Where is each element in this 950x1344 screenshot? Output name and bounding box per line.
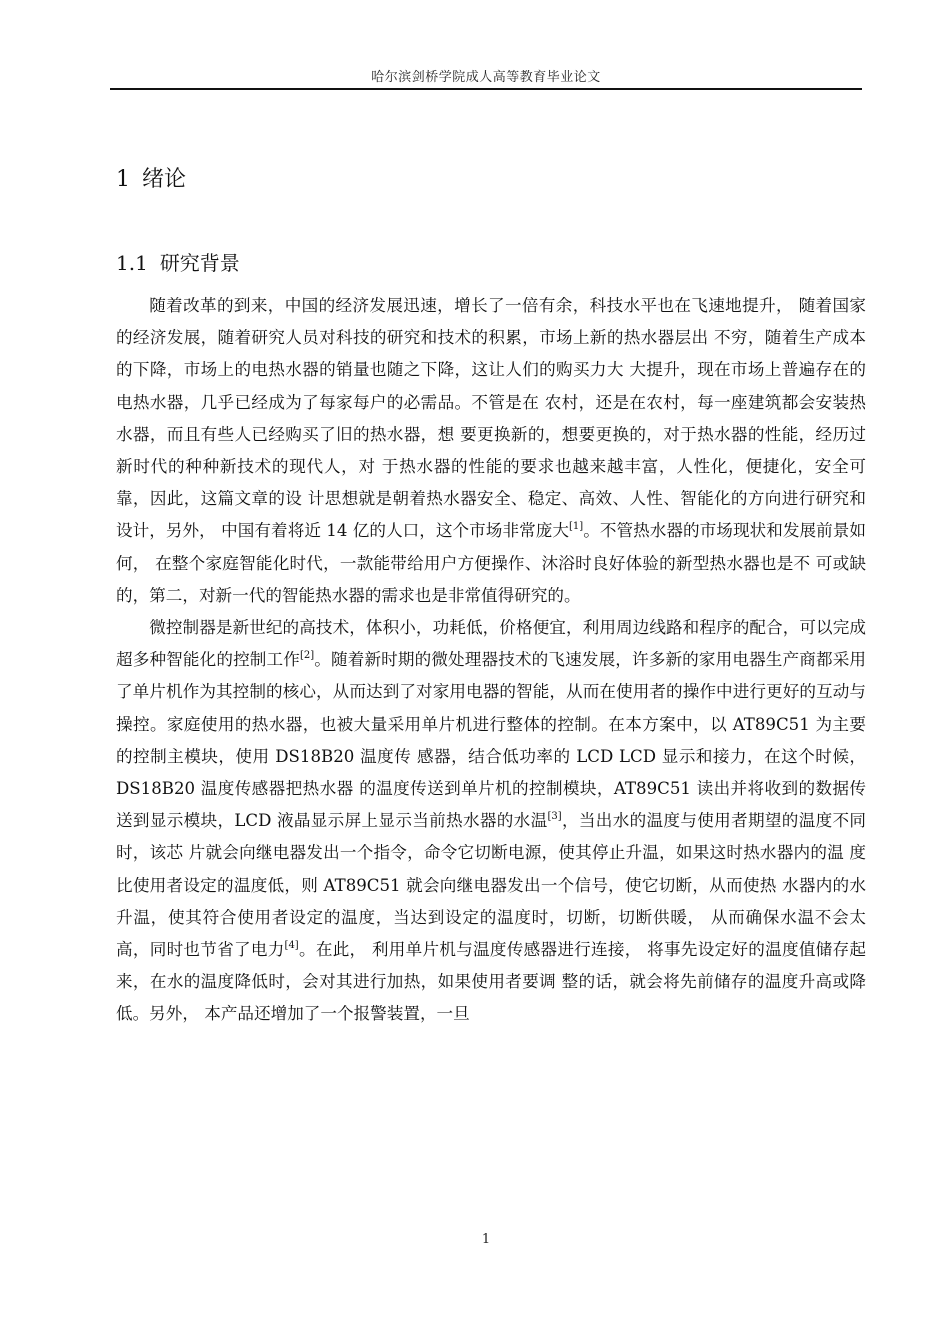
section-title: 研究背景 <box>159 251 240 275</box>
section-number: 1.1 <box>116 251 148 275</box>
chapter-number: 1 <box>116 167 130 192</box>
paragraph <box>116 290 866 612</box>
page-number: 1 <box>481 1232 491 1247</box>
paragraph <box>116 612 866 1031</box>
citation: [2] <box>299 650 315 662</box>
paragraph-text: 随着改革的到来，中国的经济发展迅速，增长了一倍有余，科技水平也在飞速地提升， 随着国家的经济发展，随着研究人员对科技的研究和技术的积累，市场上新的热水器层出 不穷，随着生产成本的下降，市场上的电热水器的销量也随之下降，这让人们的购买力大 大提升，现在市场上普遍存在的电热水器，几乎已经成为了每家每户的必需品。不管是在 农村，还是在农村，每一座建筑都会安装热水器，而且有些人已经购买了旧的热水器，想 要更换新的，想要更换的，对于热水器的性能，经历过新时代的种种新技术的现代人，对 于热水器的性能的要求也越来越丰富，人性化，便捷化，安全可靠，因此，这篇文章的设 计思想就是朝着热水器安全、稳定、高效、人性、智能化的方向进行研究和设计，另外， 中国有着将近 14 亿的人口，这个市场非常庞大 <box>116 296 866 541</box>
paragraph-text: ，当出水的温度与使用者期望的温度不同时，该芯 片就会向继电器发出一个指令，命令它切断电源，使其停止升温，如果这时热水器内的温 度比使用者设定的温度低，则 AT89C51 就会向继电器发出一个信号，使它切断，从而使热 水器内的水升温，使其符合使用者设定的温度，当达到设定的温度时，切断，切断供暖， 从而确保水温不会太高，同时也节省了电力 <box>116 811 867 960</box>
citation: [3] <box>547 811 562 823</box>
chapter-heading <box>116 162 186 193</box>
citation: [4] <box>284 940 299 952</box>
running-header: 哈尔滨剑桥学院成人高等教育毕业论文 <box>371 70 601 85</box>
paragraph-text: 。随着新时期的微处理器技术的飞速发展，许多新的家用电器生产商都采用了单片机作为其控制的核心，从而达到了对家用电器的智能，从而在使用者的操作中进行更好的互动与操控。家庭使用的热水器，也被大量采用单片机进行整体的控制。在本方案中，以 AT89C51 为主要的控制主模块，使用 DS18B20 温度传 感器，结合低功率的 LCD LCD 显示和接力，在这个时候，DS18B20 温度传感器把热水器 的温度传送到单片机的控制模块，AT89C51 读出并将收到的数据传送到显示模块，LCD 液晶显示屏上显示当前热水器的水温 <box>116 650 867 831</box>
paragraph-text: 微控制器是新世纪的高技术，体积小，功耗低，价格便宜，利用周边线路和程序的配合，可以完成超多种智能化的控制工作 <box>116 618 866 670</box>
paragraph-text: 。不管热水器的市场现状和发展前景如何， 在整个家庭智能化时代，一款能带给用户方便操作、沐浴时良好体验的新型热水器也是不 可或缺的，第二，对新一代的智能热水器的需求也是非常值得研究的。 <box>116 521 867 605</box>
header-rule <box>110 88 862 90</box>
chapter-title: 绪论 <box>142 167 187 192</box>
section-heading <box>116 247 240 276</box>
body-text <box>116 290 866 1031</box>
paragraph-text: 。在此， 利用单片机与温度传感器进行连接， 将事先设定好的温度值储存起来，在水的温度降低时，会对其进行加热，如果使用者要调 整的话，就会将先前储存的温度升高或降低。另外， 本产品还增加了一个报警装置，一旦 <box>116 940 866 1024</box>
citation: [1] <box>569 521 584 533</box>
